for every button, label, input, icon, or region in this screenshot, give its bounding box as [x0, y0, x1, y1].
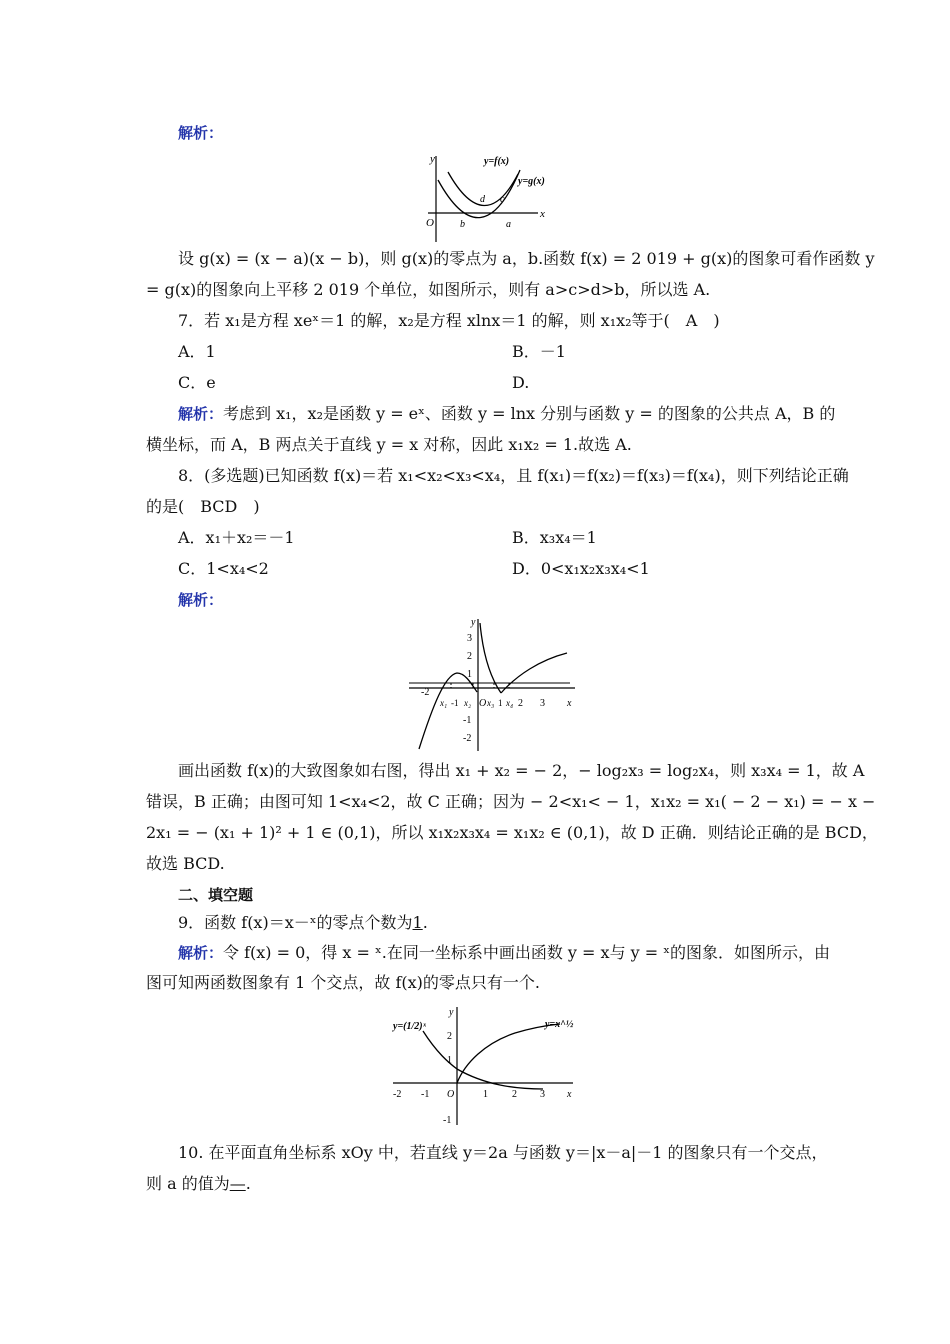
fig3-right-label: y=x^½: [545, 1019, 574, 1030]
answer-label-8: 解析：: [178, 591, 224, 609]
question-10-answer: —: [229, 1174, 246, 1193]
q8-option-d: D．0<x₁x₂x₃x₄<1: [512, 559, 650, 578]
fig2-ytick-neg1: -1: [463, 715, 472, 726]
fig1-a: a: [506, 219, 511, 230]
question-10-line-2: [146, 1174, 251, 1194]
figure-f-g-parabolas: [420, 150, 570, 245]
answer-9-text-1: 令 f(x) = 0，得 x = ˣ.在同一坐标系中画出函数 y = x与 y = ˣ的图象．如图所示，由: [223, 943, 831, 962]
fig3-x-label: x: [567, 1089, 572, 1100]
q8-option-b: B．x₃x₄＝1: [512, 528, 597, 547]
answer-9-line-2: 图可知两函数图象有 1 个交点，故 f(x)的零点只有一个.: [146, 973, 540, 992]
answer-7-line-2: 横坐标，而 A，B 两点关于直线 y = x 对称，因此 x₁x₂ = 1.故选 A.: [146, 435, 632, 454]
q7-option-c: C．e: [178, 373, 216, 392]
fig1-b: b: [460, 219, 465, 230]
fig1-y-label: y: [430, 153, 435, 165]
question-9: [178, 913, 428, 933]
figure-exp-vs-sqrt: [385, 1003, 585, 1128]
curve-sqrt-x: [457, 1024, 560, 1083]
fig1-d: d: [480, 194, 485, 205]
curve-log: [501, 653, 567, 693]
fig3-origin: O: [447, 1089, 455, 1100]
fig2-xtick-neg1: -1: [451, 698, 459, 708]
figure-piecewise-f: [405, 615, 585, 755]
section-fill-in-blank: 二、填空题: [178, 886, 254, 904]
answer-6-line-1: 设 g(x) = (x − a)(x − b)，则 g(x)的零点为 a，b.函数 f(x) = 2 019 + g(x)的图象可看作函数 y: [178, 249, 875, 268]
fig2-origin: O: [479, 698, 487, 709]
fig1-c: c: [500, 194, 505, 205]
answer-9-line-1: [178, 943, 830, 963]
fig2-xtick-x1: x₁: [440, 698, 448, 708]
answer-8-line-2: 错误，B 正确；由图可知 1<x₄<2，故 C 正确；因为 − 2<x₁< − 1，x₁x₂ = x₁( − 2 − x₁) = − x −: [146, 792, 876, 811]
fig3-xtick-neg2: -2: [393, 1089, 402, 1100]
question-7: 7．若 x₁是方程 xeˣ＝1 的解，x₂是方程 xlnx＝1 的解，则 x₁x₂等于( A ): [178, 311, 720, 330]
fig2-x-label: x: [567, 698, 572, 709]
fig2-ytick-neg2: -2: [463, 733, 472, 744]
q8-option-a: A．x₁＋x₂＝－1: [178, 528, 295, 547]
fig3-xtick-neg1: -1: [421, 1089, 430, 1100]
question-10-line-1: 10. 在平面直角坐标系 xOy 中，若直线 y＝2a 与函数 y＝|x－a|－1 的图象只有一个交点，: [178, 1143, 828, 1162]
fig1-g-label: y=g(x): [518, 176, 545, 187]
answer-8-line-1: 画出函数 f(x)的大致图象如右图，得出 x₁ + x₂ = − 2，− log₂x₃ = log₂x₄，则 x₃x₄ = 1，故 A: [178, 761, 865, 780]
fig1-f-label: y=f(x): [484, 156, 510, 167]
fig1-x-label: x: [540, 208, 545, 220]
question-9-end: .: [422, 913, 428, 932]
fig2-xtick-x2: x₂: [464, 698, 472, 708]
answer-6-line-2: = g(x)的图象向上平移 2 019 个单位，如图所示，则有 a>c>d>b，所以选 A.: [146, 280, 711, 299]
fig3-ytick-neg1: -1: [443, 1115, 452, 1126]
fig2-xtick-x3: x₃: [487, 698, 495, 708]
question-8-line-1: 8．(多选题)已知函数 f(x)＝若 x₁<x₂<x₃<x₄，且 f(x₁)＝f(x₂)＝f(x₃)＝f(x₄)，则下列结论正确: [178, 466, 849, 485]
fig3-xtick-2: 2: [512, 1089, 517, 1100]
q7-option-b: B．－1: [512, 342, 566, 361]
question-9-answer: 1: [412, 913, 423, 932]
fig3-ytick-1: 1: [447, 1055, 452, 1066]
fig2-xtick-x4: x₄: [506, 698, 514, 708]
fig1-origin: O: [426, 217, 434, 229]
fig2-xtick-neg2: -2: [421, 687, 430, 698]
fig2-ytick-1: 1: [467, 669, 472, 680]
fig3-ytick-2: 2: [447, 1031, 452, 1042]
fig2-xtick-1: 1: [498, 698, 503, 708]
q7-option-a: A．1: [178, 342, 216, 361]
answer-label-7: 解析：: [178, 405, 224, 423]
q7-option-d: D.: [512, 373, 530, 392]
question-10-text: 则 a 的值为: [146, 1174, 230, 1193]
curve-half-pow-x: [423, 1031, 543, 1089]
fig2-y-label: y: [471, 617, 476, 628]
fig3-xtick-1: 1: [483, 1089, 488, 1100]
answer-7-text-1: 考虑到 x₁，x₂是函数 y = eˣ、函数 y = lnx 分别与函数 y = 的图象的公共点 A，B 的: [223, 404, 836, 423]
answer-8-line-4: 故选 BCD.: [146, 854, 225, 873]
fig2-ytick-2: 2: [467, 651, 472, 662]
answer-label-9: 解析：: [178, 944, 224, 962]
q8-option-c: C．1<x₄<2: [178, 559, 269, 578]
fig3-left-label: y=(1/2)ˣ: [393, 1021, 426, 1032]
question-9-text: 9．函数 f(x)＝x－ˣ的零点个数为: [178, 913, 413, 932]
fig2-xtick-2: 2: [518, 698, 523, 709]
question-10-end: .: [245, 1174, 251, 1193]
fig3-xtick-3: 3: [540, 1089, 545, 1100]
fig2-xtick-3: 3: [540, 698, 545, 709]
answer-8-line-3: 2x₁ = − (x₁ + 1)² + 1 ∈ (0,1)，所以 x₁x₂x₃x₄ = x₁x₂ ∈ (0,1)，故 D 正确．则结论正确的是 BCD，: [146, 823, 878, 842]
answer-label-6: 解析：: [178, 124, 224, 142]
fig2-ytick-3: 3: [467, 633, 472, 644]
answer-7-line-1: [178, 404, 835, 424]
fig3-y-label: y: [449, 1007, 454, 1018]
question-8-line-2: 的是( BCD ): [146, 497, 260, 516]
